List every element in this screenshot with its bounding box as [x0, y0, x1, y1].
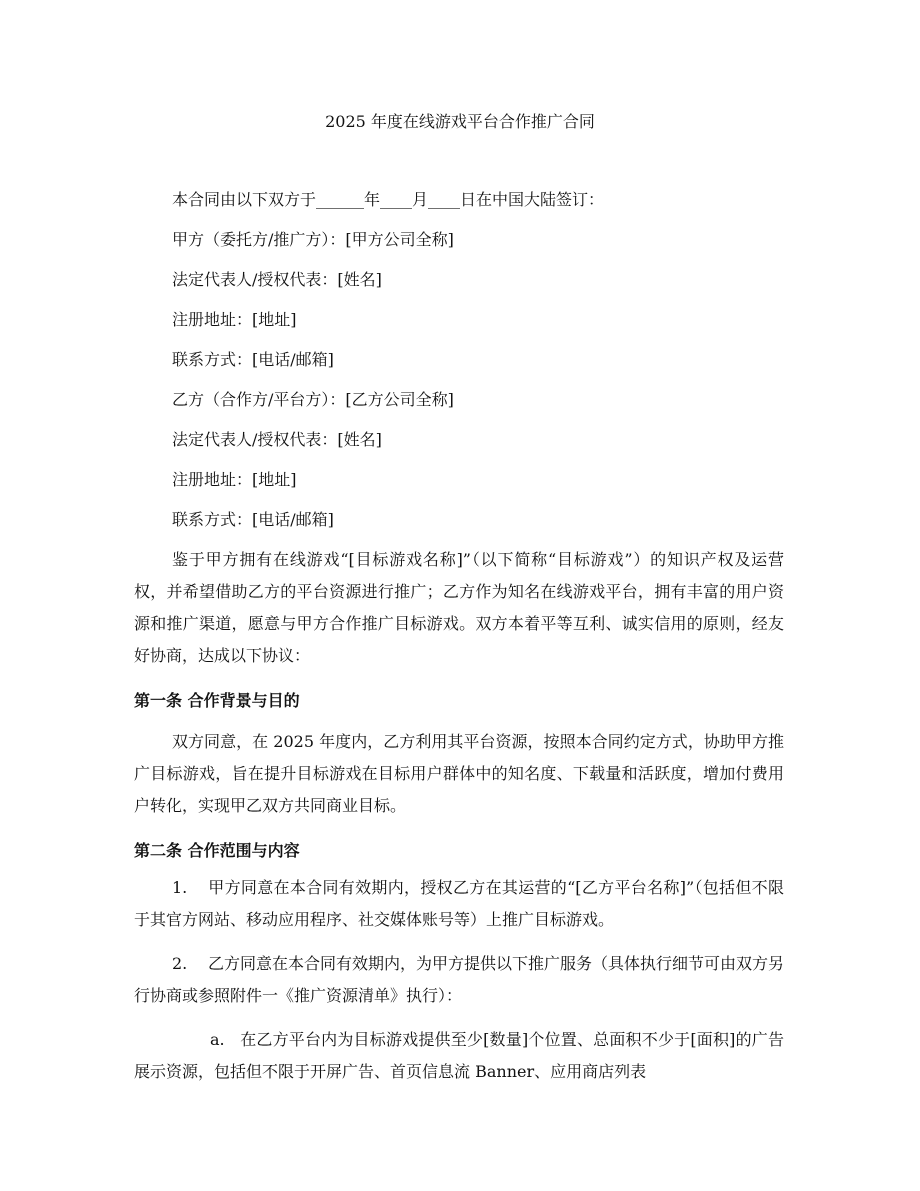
item-text: 甲方同意在本合同有效期内，授权乙方在其运营的“[乙方平台名称]”（包括但不限于其官方网站、移动应用程序、社交媒体账号等）上推广目标游戏。 — [134, 878, 784, 929]
party-a-rep: 法定代表人/授权代表：[姓名] — [172, 270, 382, 289]
party-a-address: 注册地址：[地址] — [172, 310, 297, 329]
intro-line: 本合同由以下双方于______年____月____日在中国大陆签订： — [172, 190, 605, 209]
party-b-name: 乙方（合作方/平台方）：[乙方公司全称] — [172, 390, 454, 409]
article1-heading: 第一条 合作背景与目的 — [134, 691, 300, 710]
document-title: 2025 年度在线游戏平台合作推广合同 — [325, 112, 595, 131]
party-a-contact: 联系方式：[电话/邮箱] — [172, 350, 334, 369]
party-b-rep: 法定代表人/授权代表：[姓名] — [172, 430, 382, 449]
article2-heading: 第二条 合作范围与内容 — [134, 841, 300, 860]
document-body — [134, 180, 784, 1088]
article2-item-1 — [134, 872, 784, 936]
item-number: 1. — [172, 878, 188, 897]
subitem-text: 在乙方平台内为目标游戏提供至少[数量]个位置、总面积不少于[面积]的广告展示资源，包括但不限于开屏广告、首页信息流 Banner、应用商店列表 — [134, 1030, 784, 1081]
party-b-contact: 联系方式：[电话/邮箱] — [172, 510, 334, 529]
party-b-address: 注册地址：[地址] — [172, 470, 297, 489]
preamble-paragraph: 鉴于甲方拥有在线游戏“[目标游戏名称]”（以下简称“目标游戏”）的知识产权及运营权，并希望借助乙方的平台资源进行推广；乙方作为知名在线游戏平台，拥有丰富的用户资源和推广渠道，愿意与甲方合作推广目标游戏。双方本着平等互利、诚实信用的原则，经友好协商，达成以下协议： — [134, 550, 784, 665]
subitem-letter: a. — [210, 1030, 225, 1049]
item-text: 乙方同意在本合同有效期内，为甲方提供以下推广服务（具体执行细节可由双方另行协商或参照附件一《推广资源清单》执行）： — [134, 954, 785, 1005]
article1-paragraph: 双方同意，在 2025 年度内，乙方利用其平台资源，按照本合同约定方式，协助甲方推广目标游戏，旨在提升目标游戏在目标用户群体中的知名度、下载量和活跃度，增加付费用户转化，实现甲乙双方共同商业目标。 — [134, 732, 784, 815]
article2-item-2 — [134, 948, 784, 1012]
item-number: 2. — [172, 954, 188, 973]
article2-subitem-a — [134, 1024, 784, 1088]
party-a-name: 甲方（委托方/推广方）：[甲方公司全称] — [172, 230, 454, 249]
